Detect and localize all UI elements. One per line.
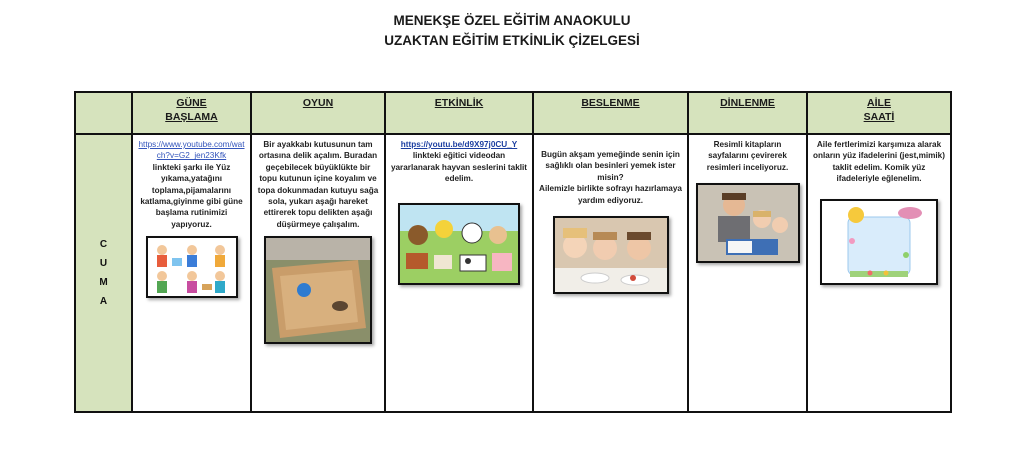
youtube-link[interactable]: https://www.youtube.com/watch?v=G2_jen23Kfk (138, 140, 245, 161)
box-game-photo (264, 236, 372, 344)
cell-dinlenme (688, 134, 807, 412)
reading-books-photo (696, 183, 800, 263)
activity-text: Ailemizle birlikte sofrayı hazırlamaya yardım ediyoruz. (539, 184, 682, 205)
day-letter: U (99, 258, 108, 269)
activity-text: linkteki eğitici videodan yararlanarak hayvan seslerini taklit edelim. (390, 151, 528, 184)
activity-text: Resimli kitapların sayfalarını çevirerek resimleri inceliyoruz. (706, 140, 789, 172)
col-header-gune-baslama: GÜNE BAŞLAMA (132, 92, 251, 134)
school-title: MENEKŞE ÖZEL EĞİTİM ANAOKULU (393, 13, 631, 28)
activity-schedule-table (74, 91, 952, 413)
activity-text: Bir ayakkabı kutusunun tam ortasına delik açalım. Buradan geçebilecek büyüklükte bir topu kutunun içine koyalım ve topa dokunmadan kutuyu sağa sola, yukarı aşağı hareket ettirerek topu delikten aşağı düşürmeye çalışalım. (257, 140, 379, 229)
farm-animals-illustration (398, 203, 520, 285)
col-header-oyun: OYUN (251, 92, 385, 134)
schedule-title: UZAKTAN EĞİTİM ETKİNLİK ÇİZELGESİ (384, 33, 640, 48)
col-header-etkinlik: ETKİNLİK (385, 92, 533, 134)
cell-aile-saati (807, 134, 951, 412)
activity-text: linkteki şarkı ile Yüz yıkama,yatağını toplama,pijamalarını katlama,giyinme gibi güne başlama rutinimizi yapıyoruz. (140, 162, 243, 229)
day-letter: C (99, 239, 108, 250)
cell-beslenme (533, 134, 688, 412)
corner-cell (75, 92, 132, 134)
youtube-link[interactable]: https://youtu.be/d9X97j0CU_Y (400, 140, 518, 149)
col-header-aile-saati: AİLE SAATİ (807, 92, 951, 134)
day-letter: M (99, 277, 108, 288)
frame-illustration (820, 199, 938, 285)
col-header-beslenme: BESLENME (533, 92, 688, 134)
day-cell (75, 134, 132, 412)
activity-text: Aile fertlerimizi karşımıza alarak onların yüz ifadelerini (jest,mimik) taklit edelim. Komik yüz ifadeleriyle eğlenelim. (813, 140, 945, 184)
header-row (75, 92, 951, 134)
activity-text: Bugün akşam yemeğinde senin için sağlıklı olan besinleri yemek ister misin? (541, 150, 680, 182)
col-header-dinlenme: DİNLENME (688, 92, 807, 134)
children-eating-photo (553, 216, 669, 294)
routine-illustration (146, 236, 238, 298)
cell-etkinlik (385, 134, 533, 412)
day-row-cuma (75, 134, 951, 412)
day-letter: A (99, 296, 108, 307)
cell-oyun (251, 134, 385, 412)
cell-gune-baslama (132, 134, 251, 412)
